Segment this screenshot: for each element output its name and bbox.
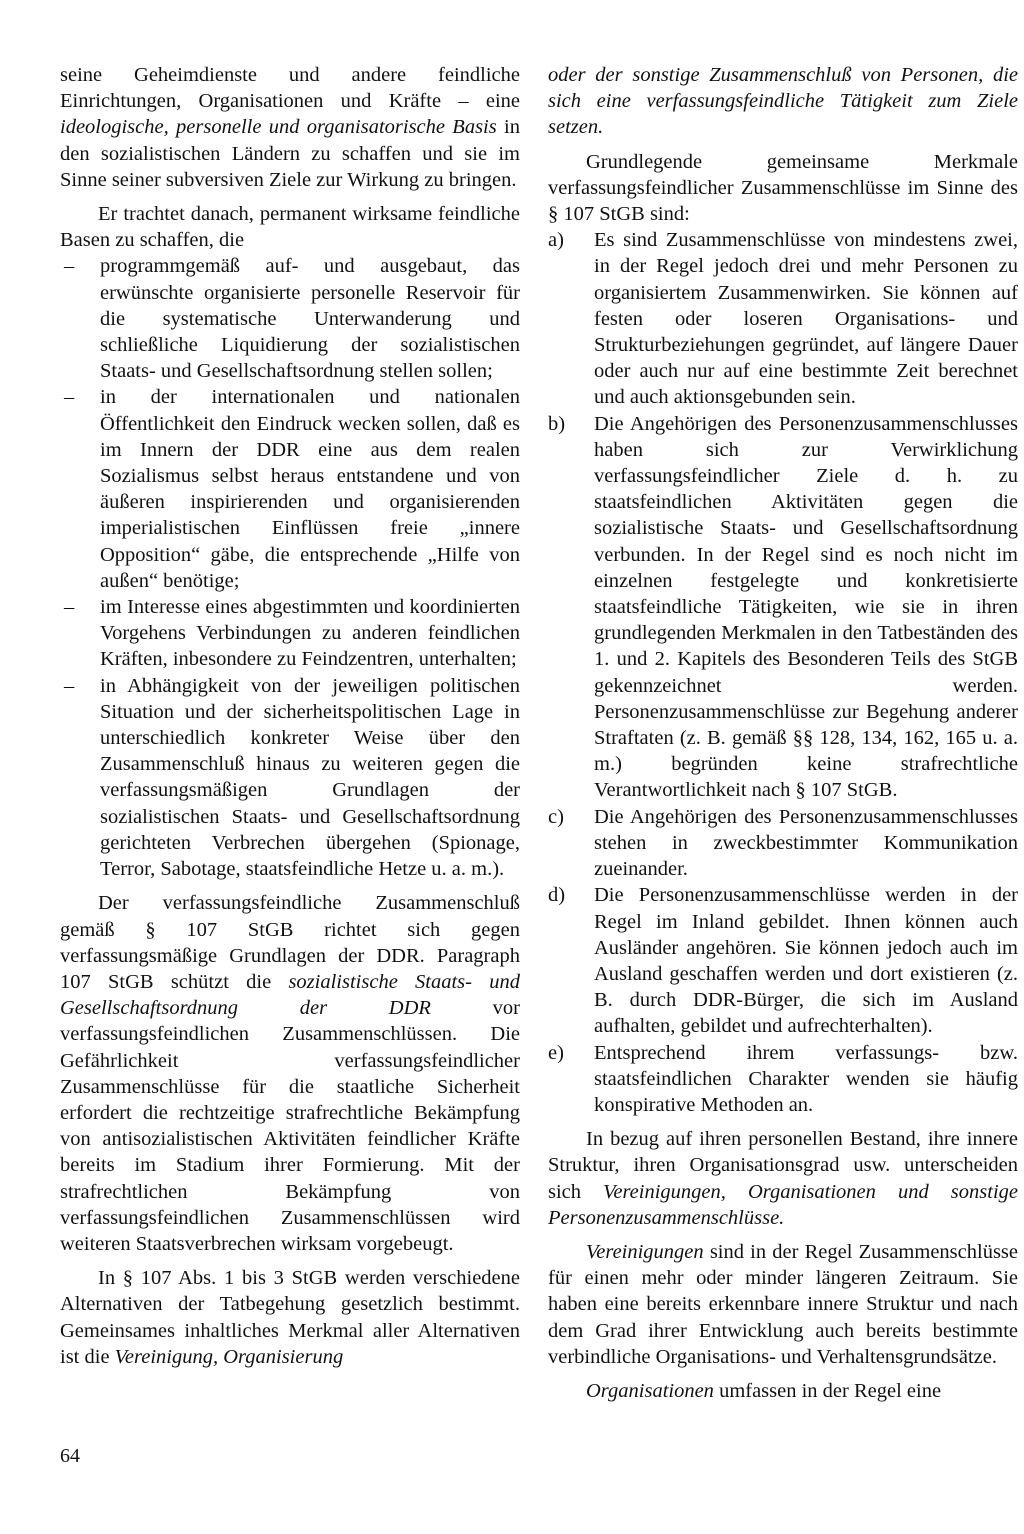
dash-list [60,253,520,882]
dash-marker: – [64,386,75,409]
list-marker: e) [548,1041,564,1064]
list-item: – im Interesse eines abgestimmten und koordinierten Vorgehens Verbindungen zu anderen feindlichen Kräften, inbesondere zu Feindzentren, unterhalten; [64,596,520,671]
list-marker: c) [548,805,564,828]
emphasis: sozialistische Staats- und Gesellschaftsordnung der DDR [60,970,520,1020]
paragraph-basen: Er trachtet danach, permanent wirksame feindliche Basen zu schaffen, die [60,203,520,252]
paragraph-organisationen: Organisationen umfassen in der Regel eine [586,1379,942,1402]
emphasis: Vereinigung, Organisierung [114,1345,344,1368]
left-column [60,62,520,1370]
list-item: – programmgemäß auf- und ausgebaut, das erwünschte organisierte personelle Reservoir für die systematische Unterwanderung und schließliche Liquidierung der sozialistischen Staats- und Gesellschaftsordnung stellen sollen; [64,255,520,383]
emphasis: Vereinigungen, Organisationen und sonstige Personenzusammenschlüsse. [548,1180,1018,1229]
emphasis: Organisationen [586,1379,714,1402]
emphasis: ideologische, personelle und organisatorische Basis [60,116,497,139]
list-marker: a) [548,229,564,252]
paragraph-unterscheidung: In bezug auf ihren personellen Bestand, ihre innere Struktur, ihren Organisationsgrad usw. unterscheiden sich Vereinigungen, Organisationen und sonstige Personenzusammenschlüsse. [548,1128,1018,1229]
dash-marker: – [64,255,75,278]
list-marker: d) [548,884,566,907]
paragraph-merkmale-intro: Grundlegende gemeinsame Merkmale verfassungsfeindlicher Zusammenschlüsse im Sinne des § 107 StGB sind: [548,150,1018,226]
list-item: – in Abhängigkeit von der jeweiligen politischen Situation und der sicherheitspolitischen Lage in unterschiedlich konkreter Weise über den Zusammenschluß hinaus zu weiteren gegen die verfassungsmäßigen Grundlagen der sozialistischen Staats- und Gesellschaftsordnung gerichteten Verbrechen übergehen (Spionage, Terror, Sabotage, staatsfeindliche Hetze u. a. m.). [64,674,520,881]
paragraph-basis: seine Geheimdienste und andere feindliche Einrichtungen, Organisationen und Kräfte – eine ideologische, personelle und organisatorische Basis in den sozialistischen Ländern zu schaffen und sie im Sinne seiner subversiven Ziele zur Wirkung zu bringen. [60,64,520,191]
lettered-list [548,227,1018,1118]
emphasis: oder der sonstige Zusammenschluß von Personen, die sich eine verfassungsfeindliche Tätigkeit zum Ziele setzen. [548,64,1018,139]
paragraph-continuation [548,62,1018,141]
list-item: – in der internationalen und nationalen Öffentlichkeit den Eindruck wecken sollen, daß es im Innern der DDR eine aus dem realen Sozialismus selbst heraus entstandene und von äußeren inspirierenden und organisierenden imperialistischen Einflüssen freie „innere Opposition“ gäbe, die entsprechende „Hilfe von außen“ benötige; [64,386,520,592]
list-item: d) Die Personenzusammenschlüsse werden in der Regel im Inland gebildet. Ihnen können auch Ausländer angehören. Sie können jedoch auch im Ausland geschaffen werden und dort existieren (z. B. durch DDR-Bürger, die sich im Ausland aufhalten, gebildet und aufrechterhalten). [548,884,1018,1038]
list-item: b) Die Angehörigen des Personenzusammenschlusses haben sich zur Verwirklichung verfassungsfeindlicher Ziele d. h. zu staatsfeindlichen Aktivitäten gegen die sozialistische Staats- und Gesellschaftsordnung verbunden. In der Regel sind es noch nicht im einzelnen festgelegte und konkretisierte staatsfeindliche Tätigkeiten, wie sie in ihren grundlegenden Merkmalen in den Tatbeständen des 1. und 2. Kapitels des Besonderen Teils des StGB gekennzeichnet werden. Personenzusammenschlüsse zur Begehung anderer Straftaten (z. B. gemäß §§ 128, 134, 162, 165 u. a. m.) begründen keine strafrechtliche Verantwortlichkeit nach § 107 StGB. [548,412,1018,802]
list-item: a) Es sind Zusammenschlüsse von mindestens zwei, in der Regel jedoch drei und mehr Personen zu organisiertem Zusammenwirken. Sie können auf festen oder loseren Organisations- und Strukturbeziehungen gegründet, auf längere Dauer oder auch nur auf eine bestimmte Zeit berechnet und auch aktionsgebunden sein. [548,229,1018,409]
page-number: 64 [60,1445,80,1467]
dash-marker: – [64,596,75,619]
emphasis: Vereinigungen [586,1240,704,1263]
paragraph-alternativen: In § 107 Abs. 1 bis 3 StGB werden verschiedene Alternativen der Tatbegehung gesetzlich bestimmt. Gemeinsames inhaltliches Merkmal aller Alternativen ist die Vereinigung, Organisierung [60,1267,520,1368]
list-item: c) Die Angehörigen des Personenzusammenschlusses stehen in zweckbestimmter Kommunikation zueinander. [548,805,1018,881]
dash-marker: – [64,674,75,697]
right-column [548,62,1018,1404]
paragraph-zusammenschluss: Der verfassungsfeindliche Zusammenschluß gemäß § 107 StGB richtet sich gegen verfassungsmäßige Grundlagen der DDR. Paragraph 107 StGB schützt die sozialistische Staats- und Gesellschaftsordnung der DDR vor verfassungsfeindlichen Zusammenschlüssen. Die Gefährlichkeit verfassungsfeindlicher Zusammenschlüsse für die staatliche Sicherheit erfordert die rechtzeitige strafrechtliche Bekämpfung von antisozialistischen Aktivitäten feindlicher Kräfte bereits im Stadium ihrer Formierung. Mit der strafrechtlichen Bekämpfung von verfassungsfeindlichen Zusammenschlüssen wird weiteren Staatsverbrechen wirksam vorgebeugt. [60,892,521,1255]
paragraph-vereinigungen: Vereinigungen sind in der Regel Zusammenschlüsse für einen mehr oder minder längeren Zeitraum. Sie haben eine bereits erkennbare innere Struktur und nach dem Grad ihrer Entwicklung auch bereits bestimmte verbindliche Organisations- und Verhaltensgrundsätze. [548,1240,1018,1368]
list-marker: b) [548,412,566,435]
list-item: e) Entsprechend ihrem verfassungs- bzw. staatsfeindlichen Charakter wenden sie häufig konspirative Methoden an. [548,1041,1018,1116]
